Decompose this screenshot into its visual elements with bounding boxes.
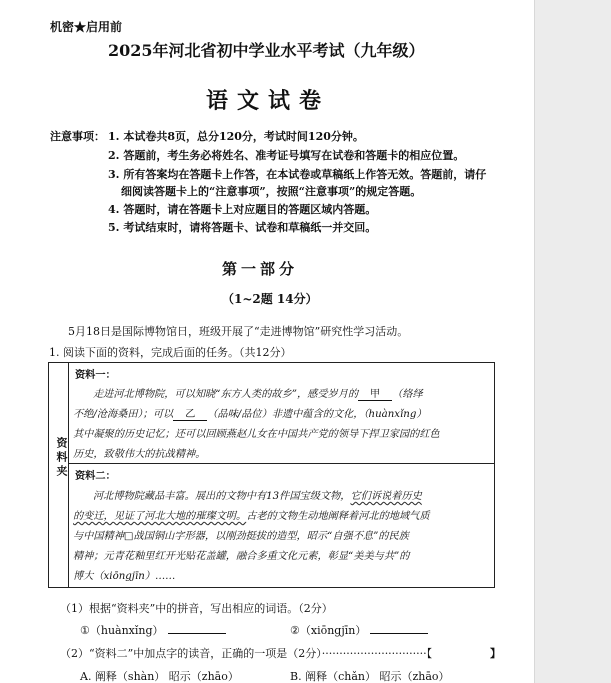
note-item: 5. 考试结束时，请将答题卡、试卷和草稿纸一并交回。 xyxy=(108,221,377,234)
blank-jia[interactable]: 甲 xyxy=(358,385,392,401)
secret-label: 机密★启用前 xyxy=(50,20,123,34)
material2-line: 与中国精神□战国铜山字形器，以刚劲挺拔的造型，昭示“自强不息”的民族 xyxy=(73,531,409,542)
option-b[interactable]: B. 阐释（chǎn） 昭示（zhāo） xyxy=(290,670,450,683)
subquestion-1-b: ②（xiōngjīn） xyxy=(290,622,428,638)
answer-line-a[interactable] xyxy=(168,633,226,634)
note-item: 3. 所有答案均在答题卡上作答，在本试卷或草稿纸上作答无效。答题前，请仔 xyxy=(108,168,487,181)
material2-line: 的变迁，见证了河北大地的璀璨文明。古老的文物生动地阐释着河北的地域气质 xyxy=(73,511,430,522)
subquestion-2: （2）“资料二”中加点字的读音，正确的一项是（2分）······························【 xyxy=(60,647,433,660)
material1-line: 走进河北博物院，可以知晓“东方人类的故乡”，感受岁月的 甲 （络绎 xyxy=(93,385,423,401)
intro-text: 5月18日是国际博物馆日，班级开展了“走进博物馆”研究性学习活动。 xyxy=(68,325,409,338)
material2-heading: 资料二： xyxy=(75,470,116,482)
answer-line-b[interactable] xyxy=(370,633,428,634)
dossier-label: 资料夹 xyxy=(49,363,69,587)
option-a[interactable]: A. 阐释（shàn） 昭示（zhāo） xyxy=(80,670,239,683)
blank-yi[interactable]: 乙 xyxy=(173,405,207,421)
side-panel xyxy=(534,0,611,683)
wavy-underline-text: 它们诉说着历史 xyxy=(350,491,422,502)
note-item: 细阅读答题卡上的“注意事项”，按照“注意事项”的规定答题。 xyxy=(121,185,422,198)
material2-line: 博大（xiōngjīn）…… xyxy=(73,571,176,582)
material2-line: 精神；元青花釉里红开光贴花盖罐，融合多重文化元素，彰显“美美与共”的 xyxy=(73,551,410,562)
notes-label: 注意事项： xyxy=(50,130,105,143)
dossier-box xyxy=(48,362,495,588)
dossier-divider xyxy=(69,463,494,464)
part-title: 第一部分 xyxy=(222,260,299,278)
question-1: 1. 阅读下面的资料，完成后面的任务。（共12分） xyxy=(49,346,292,359)
material1-heading: 资料一： xyxy=(75,369,116,381)
exam-title: 2025年河北省初中学业水平考试（九年级） xyxy=(108,41,425,60)
note-item: 4. 答题时，请在答题卡上对应题目的答题区域内答题。 xyxy=(108,203,377,216)
part-subtitle: （1~2题 14分） xyxy=(222,292,318,306)
subquestion-1: （1）根据“资料夹”中的拼音，写出相应的词语。（2分） xyxy=(60,602,333,615)
subquestion-1-a: ①（huànxǐng） xyxy=(80,622,226,638)
note-item: 1. 本试卷共8页，总分120分，考试时间120分钟。 xyxy=(108,130,364,143)
material2-line: 河北博物院藏品丰富。展出的文物中有13件国宝级文物，它们诉说着历史 xyxy=(93,491,422,502)
note-item: 2. 答题前，考生务必将姓名、准考证号填写在试卷和答题卡的相应位置。 xyxy=(108,149,465,162)
paper-title: 语文试卷 xyxy=(206,88,331,114)
material1-line: 不绝/沧海桑田）；可以 乙 （品味/品位）非遗中蕴含的文化，（huànxǐng） xyxy=(73,405,427,421)
wavy-underline-text: 的变迁，见证了河北大地的璀璨文明。 xyxy=(73,511,247,522)
bracket-close: 】 xyxy=(490,647,501,660)
material1-line: 历史，致敬伟大的抗战精神。 xyxy=(73,449,206,460)
material1-line: 其中凝聚的历史记忆；还可以回顾燕赵儿女在中国共产党的领导下捍卫家园的红色 xyxy=(73,429,440,440)
